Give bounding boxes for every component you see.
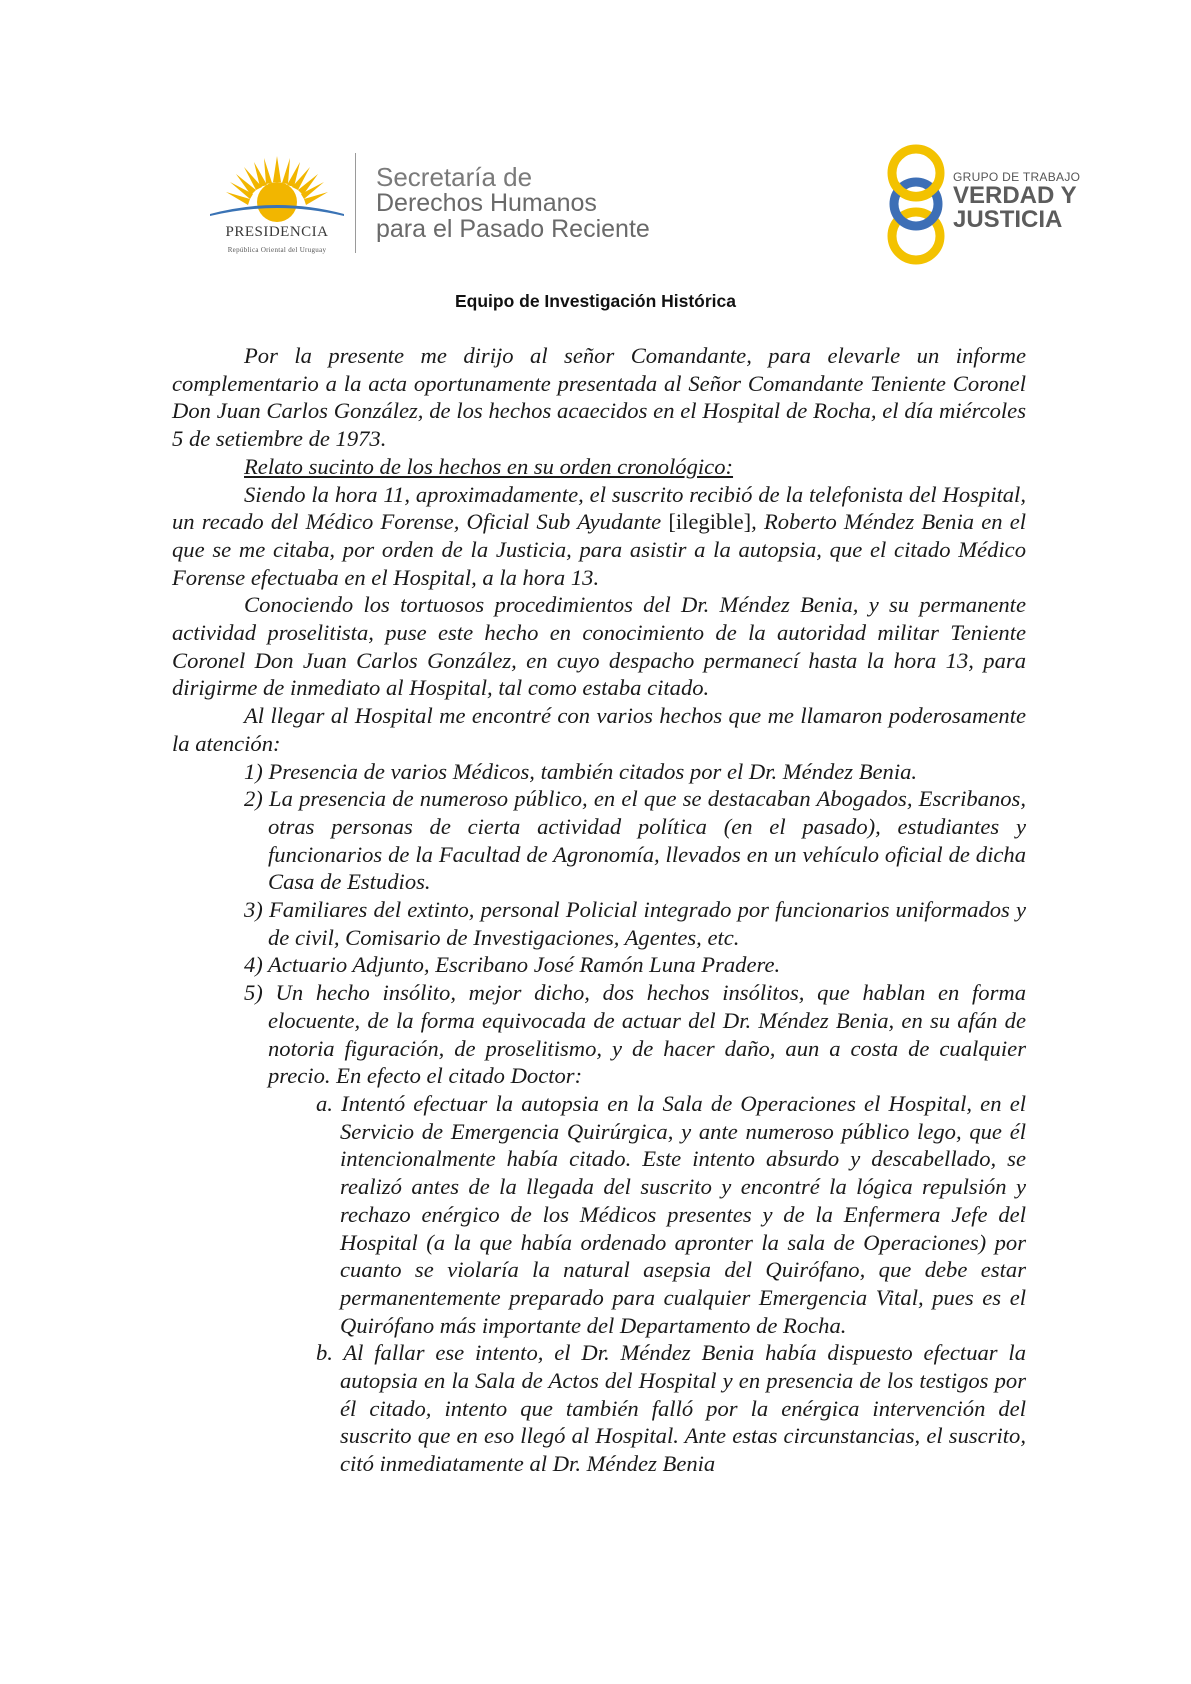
paragraph-2-part-a: Siendo la hora 11, aproximadamente, el suscrito recibió de la telefonista del Hospital, un recado del Médico Forense, Oficial Sub Ayudante: [172, 481, 1026, 535]
logo-divider: [355, 153, 356, 253]
list-item: 3) Familiares del extinto, personal Policial integrado por funcionarios uniformados y de civil, Comisario de Investigaciones, Agentes, etc.: [244, 897, 1026, 950]
sub-list-item: b. Al fallar ese intento, el Dr. Méndez Benia había dispuesto efectuar la autopsia en la Sala de Actos del Hospital y en presencia de los testigos por él citado, intento que también falló por la enérgica intervención del suscrito que en eso llegó al Hospital. Ante estas circunstancias, el suscrito, citó inmediatamente al Dr. Méndez Benia: [316, 1340, 1026, 1477]
illegible-mark: [ilegible]: [668, 509, 752, 535]
paragraph-2-part-c: , Roberto Méndez Benia en el que se me citaba, por orden de la Justicia, para asistir a la autopsia, que el citado Médico Forense efectuaba en el Hospital, a la hora 13.: [172, 509, 1026, 590]
presidencia-logo: [196, 154, 358, 254]
rings-icon: [883, 140, 949, 270]
justicia-label: JUSTICIA: [953, 206, 1063, 233]
presidencia-name: PRESIDENCIA: [225, 224, 329, 240]
secretaria-line-2: Derechos Humanos: [376, 189, 597, 217]
sub-list-item: a. Intentó efectuar la autopsia en la Sala de Operaciones el Hospital, en el Servicio de Emergencia Quirúrgica, y ante numeroso público lego, que él intencionalmente había citado. Este intento absurdo y descabellado, se realizó antes de la llegada del suscrito y encontré la lógica repulsión y rechazo enérgico de los Médicos presentes y de la Enfermera Jefe del Hospital (a la que había ordenado apronter la sala de Operaciones) por cuanto se violaría la natural asepsia del Quirófano, que debe estar permanentemente preparado para cualquier Emergencia Vital, pues es el Quirófano más importante del Departamento de Rocha.: [316, 1090, 1026, 1338]
paragraph-3: Conociendo los tortuosos procedimientos del Dr. Méndez Benia, y su permanente actividad proselitista, puse este hecho en conocimiento de la autoridad militar Teniente Coronel Don Juan Carlos González, en cuyo despacho permanecí hasta la hora 13, para dirigirme de inmediato al Hospital, tal como estaba citado.: [172, 592, 1026, 701]
letterhead: [0, 140, 1191, 270]
document-body: [172, 342, 1026, 1478]
secretaria-line-3: para el Pasado Reciente: [376, 215, 650, 243]
list-item: 5) Un hecho insólito, mejor dicho, dos hechos insólitos, que hablan en forma elocuente, de la forma equivocada de actuar del Dr. Méndez Benia, en su afán de notoria figuración, de proselitismo, y de hacer daño, aun a costa de cualquier precio. En efecto el citado Doctor:: [244, 980, 1026, 1089]
paragraph-4: Al llegar al Hospital me encontré con varios hechos que me llamaron poderosamente la atención:: [172, 703, 1026, 756]
presidencia-subtitle: República Oriental del Uruguay: [227, 246, 327, 254]
secretaria-logo-text: [376, 164, 650, 242]
document-heading: Equipo de Investigación Histórica: [454, 291, 737, 311]
grupo-trabajo-label: GRUPO DE TRABAJO: [953, 170, 1081, 184]
list-item: 4) Actuario Adjunto, Escribano José Ramón Luna Pradere.: [244, 952, 781, 978]
paragraph-1: Por la presente me dirijo al señor Comandante, para elevarle un informe complementario a la acta oportunamente presentada al Señor Comandante Teniente Coronel Don Juan Carlos González, de los hechos acaecidos en el Hospital de Rocha, el día miércoles 5 de setiembre de 1973.: [172, 343, 1026, 452]
list-item: 2) La presencia de numeroso público, en el que se destacaban Abogados, Escribanos, otras personas de cierta actividad política (en el pasado), estudiantes y funcionarios de la Facultad de Agronomía, llevados en un vehículo oficial de dicha Casa de Estudios.: [244, 786, 1026, 895]
paragraph-2: [172, 481, 1026, 592]
verdad-justicia-logo: [883, 140, 1093, 270]
verdad-label: VERDAD Y: [953, 182, 1077, 209]
section-subtitle: [172, 453, 1026, 481]
sun-emblem-icon: [196, 154, 358, 226]
secretaria-line-1: Secretaría de: [376, 162, 533, 192]
list-item: 1) Presencia de varios Médicos, también citados por el Dr. Méndez Benia.: [244, 758, 918, 784]
subtitle-text: Relato sucinto de los hechos en su orden cronológico:: [244, 453, 734, 479]
